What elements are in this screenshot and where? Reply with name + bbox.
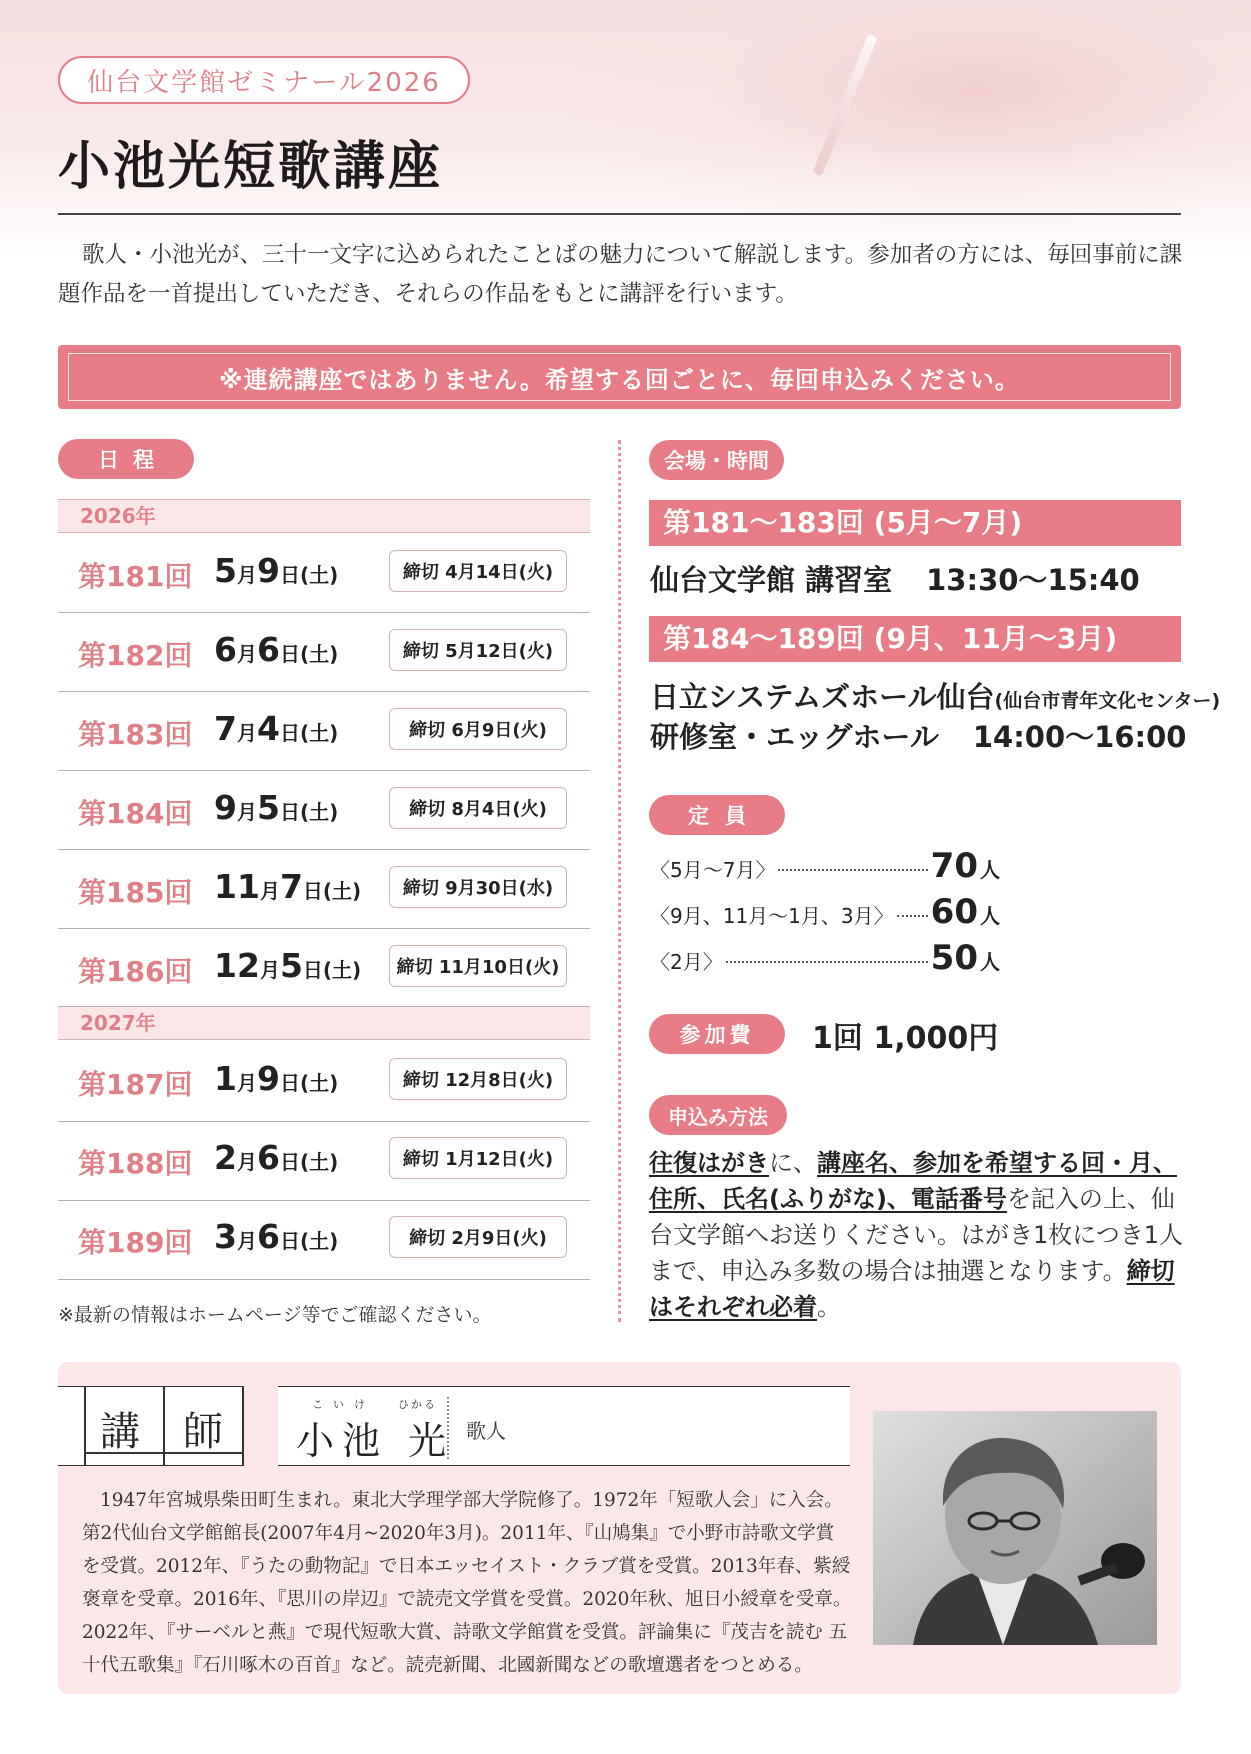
label-rule — [163, 1386, 165, 1466]
session-day-unit: 日 — [279, 1150, 300, 1174]
venue-block2-room-line — [650, 715, 1186, 756]
session-number: 第182回 — [78, 639, 193, 672]
session-day-unit: 日 — [279, 1229, 300, 1253]
instructor-portrait — [873, 1411, 1157, 1645]
row-divider — [58, 1279, 590, 1280]
row-divider — [58, 612, 590, 613]
session-number: 第183回 — [78, 718, 193, 751]
session-day: 9 — [256, 1059, 280, 1098]
session-weekday: (土) — [299, 1071, 339, 1095]
venue-heading: 会場・時間 — [649, 440, 784, 480]
session-day: 6 — [256, 630, 280, 669]
session-weekday: (土) — [299, 721, 339, 745]
session-month-unit: 月 — [259, 879, 280, 903]
session-month: 3 — [214, 1217, 237, 1256]
session-number: 第184回 — [78, 797, 193, 830]
session-date — [214, 1138, 338, 1177]
capacity-row — [650, 846, 1000, 886]
venue-block1-heading: 第181〜183回 (5月〜7月) — [649, 500, 1181, 546]
intro-paragraph: 歌人・小池光が、三十一文字に込められたことばの魅力について解説します。参加者の方には、毎回事前に課題作品を一首提出していただき、それらの作品をもとに講評を行います。 — [58, 242, 1183, 307]
session-number: 第185回 — [78, 876, 193, 909]
capacity-count: 70 — [930, 846, 978, 886]
session-date — [214, 946, 361, 985]
instructor-role: 歌人 — [466, 1419, 506, 1443]
venue-block2-time: 14:00〜16:00 — [972, 720, 1187, 754]
session-month: 11 — [214, 867, 260, 906]
venue-block2-place-line — [650, 675, 1220, 716]
venue-block1-place: 仙台文学館 講習室 — [650, 563, 893, 597]
session-month: 5 — [214, 551, 237, 590]
session-day-unit: 日 — [279, 721, 300, 745]
capacity-row — [650, 892, 1000, 932]
application-connector: に、 — [769, 1149, 817, 1177]
session-weekday: (土) — [299, 1229, 339, 1253]
session-date — [214, 630, 338, 669]
capacity-period: 〈2月〉 — [650, 950, 723, 974]
session-number: 第187回 — [78, 1068, 193, 1101]
session-month-unit: 月 — [236, 642, 257, 666]
session-deadline: 締切 12月8日(火) — [389, 1058, 567, 1100]
session-month: 6 — [214, 630, 237, 669]
session-month-unit: 月 — [259, 958, 280, 982]
session-number: 第181回 — [78, 560, 193, 593]
session-day: 9 — [256, 551, 280, 590]
session-month-unit: 月 — [236, 800, 257, 824]
session-date — [214, 867, 361, 906]
year-band-2026: 2026年 — [58, 499, 590, 533]
name-ruby-given: ひかる — [398, 1398, 437, 1411]
session-deadline: 締切 4月14日(火) — [389, 550, 567, 592]
venue-block2-room: 研修室・エッグホール — [650, 720, 939, 754]
session-day-unit: 日 — [279, 800, 300, 824]
session-date — [214, 1059, 338, 1098]
capacity-unit: 人 — [980, 904, 1000, 928]
label-rule — [242, 1386, 244, 1466]
session-date — [214, 1217, 338, 1256]
session-deadline: 締切 2月9日(火) — [389, 1216, 567, 1258]
label-rule — [84, 1386, 86, 1466]
leader-dots — [726, 961, 928, 963]
session-deadline: 締切 5月12日(火) — [389, 629, 567, 671]
session-month-unit: 月 — [236, 1229, 257, 1253]
fee-value: 1回 1,000円 — [812, 1021, 999, 1056]
name-separator — [447, 1397, 449, 1459]
application-method: 往復はがき — [649, 1149, 769, 1177]
session-number: 第186回 — [78, 955, 193, 988]
session-month-unit: 月 — [236, 1150, 257, 1174]
row-divider — [58, 1006, 590, 1007]
leader-dots — [897, 915, 928, 917]
session-date — [214, 551, 338, 590]
capacity-period: 〈9月、11月〜1月、3月〉 — [650, 904, 894, 928]
session-month: 9 — [214, 788, 237, 827]
application-heading: 申込み方法 — [649, 1095, 787, 1135]
schedule-footnote: ※最新の情報はホームページ等でご確認ください。 — [58, 1304, 492, 1326]
session-month-unit: 月 — [236, 1071, 257, 1095]
session-month: 2 — [214, 1138, 237, 1177]
instructor-label-char: 師 — [183, 1409, 223, 1455]
header-writing-photo — [560, 0, 1251, 230]
venue-block2-place-note: (仙台市青年文化センター) — [994, 690, 1221, 712]
page-title: 小池光短歌講座 — [58, 136, 444, 197]
instructor-label-char: 講 — [100, 1409, 140, 1455]
session-day: 7 — [279, 867, 303, 906]
schedule-heading: 日程 — [58, 439, 194, 479]
title-divider — [58, 213, 1181, 215]
venue-block1-line — [650, 558, 1140, 599]
session-weekday: (土) — [322, 958, 362, 982]
session-day-unit: 日 — [279, 642, 300, 666]
session-deadline: 締切 11月10日(火) — [389, 945, 567, 987]
session-date — [214, 709, 338, 748]
session-day: 6 — [256, 1138, 280, 1177]
venue-block2-place: 日立システムズホール仙台 — [650, 680, 995, 714]
session-deadline: 締切 8月4日(火) — [389, 787, 567, 829]
session-day: 5 — [279, 946, 303, 985]
session-number: 第188回 — [78, 1147, 193, 1180]
session-day-unit: 日 — [279, 1071, 300, 1095]
session-deadline: 締切 9月30日(水) — [389, 866, 567, 908]
name-ruby-surname: こいけ — [312, 1398, 375, 1411]
instructor-name: 小池 光 — [296, 1419, 455, 1463]
capacity-count: 50 — [930, 938, 978, 978]
application-period: 。 — [817, 1293, 841, 1321]
capacity-heading: 定員 — [649, 795, 785, 835]
series-tag: 仙台文学館ゼミナール2026 — [58, 56, 470, 104]
row-divider — [58, 849, 590, 850]
portrait-illustration — [873, 1411, 1157, 1645]
application-required-fields: 講座名、参加を希望する回・月、住所、氏名(ふりがな)、電話番号 — [649, 1149, 1177, 1213]
venue-block2-heading: 第184〜189回 (9月、11月〜3月) — [649, 616, 1181, 662]
session-weekday: (土) — [299, 1150, 339, 1174]
session-day: 6 — [256, 1217, 280, 1256]
application-instructions: を記入の上、仙台文学館へお送りください。はがき1枚につき1人まで、申込み多数の場合は抽選となります。 — [649, 1185, 1184, 1285]
session-month: 12 — [214, 946, 260, 985]
capacity-row — [650, 938, 1000, 978]
session-month: 1 — [214, 1059, 237, 1098]
fee-heading: 参加費 — [649, 1014, 785, 1054]
session-deadline: 締切 1月12日(火) — [389, 1137, 567, 1179]
capacity-unit: 人 — [980, 858, 1000, 882]
session-weekday: (土) — [299, 563, 339, 587]
column-divider — [618, 440, 621, 1322]
application-deadline-note: 締切はそれぞれ必着 — [649, 1257, 1175, 1321]
application-text — [649, 1145, 1184, 1325]
session-day: 5 — [256, 788, 280, 827]
session-day-unit: 日 — [302, 958, 323, 982]
row-divider — [58, 770, 590, 771]
venue-block1-time: 13:30〜15:40 — [926, 563, 1140, 597]
leader-dots — [778, 869, 927, 871]
session-date — [214, 788, 338, 827]
instructor-bio: 1947年宮城県柴田町生まれ。東北大学理学部大学院修了。1972年「短歌人会」に入会。第2代仙台文学館館長(2007年4月~2020年3月)。2011年、『山鳩集』で小野市詩歌文学賞を受賞。2012年、『うたの動物記』で日本エッセイスト・クラブ賞を受賞。2013年春、紫綬褒章を受章。2016年、『思川の岸辺』で読売文学賞を受賞。2020年秋、旭日小綬章を受章。2022年、『サーベルと燕』で現代短歌大賞、詩歌文学館賞を受賞。評論集に『茂吉を読む 五十代五歌集』『石川啄木の百首』など。読売新聞、北國新聞などの歌壇選者をつとめる。 — [82, 1490, 852, 1676]
year-band-2027: 2027年 — [58, 1006, 590, 1040]
session-deadline: 締切 6月9日(火) — [389, 708, 567, 750]
session-day-unit: 日 — [302, 879, 323, 903]
session-month-unit: 月 — [236, 563, 257, 587]
session-weekday: (土) — [299, 800, 339, 824]
row-divider — [58, 691, 590, 692]
session-month-unit: 月 — [236, 721, 257, 745]
session-weekday: (土) — [299, 642, 339, 666]
session-day-unit: 日 — [279, 563, 300, 587]
row-divider — [58, 928, 590, 929]
notice-text: ※連続講座ではありません。希望する回ごとに、毎回申込みください。 — [68, 353, 1171, 401]
capacity-count: 60 — [930, 892, 978, 932]
row-divider — [58, 1200, 590, 1201]
session-month: 7 — [214, 709, 237, 748]
capacity-unit: 人 — [980, 950, 1000, 974]
session-number: 第189回 — [78, 1226, 193, 1259]
session-day: 4 — [256, 709, 280, 748]
capacity-period: 〈5月〜7月〉 — [650, 858, 776, 882]
row-divider — [58, 1121, 590, 1122]
session-weekday: (土) — [322, 879, 362, 903]
